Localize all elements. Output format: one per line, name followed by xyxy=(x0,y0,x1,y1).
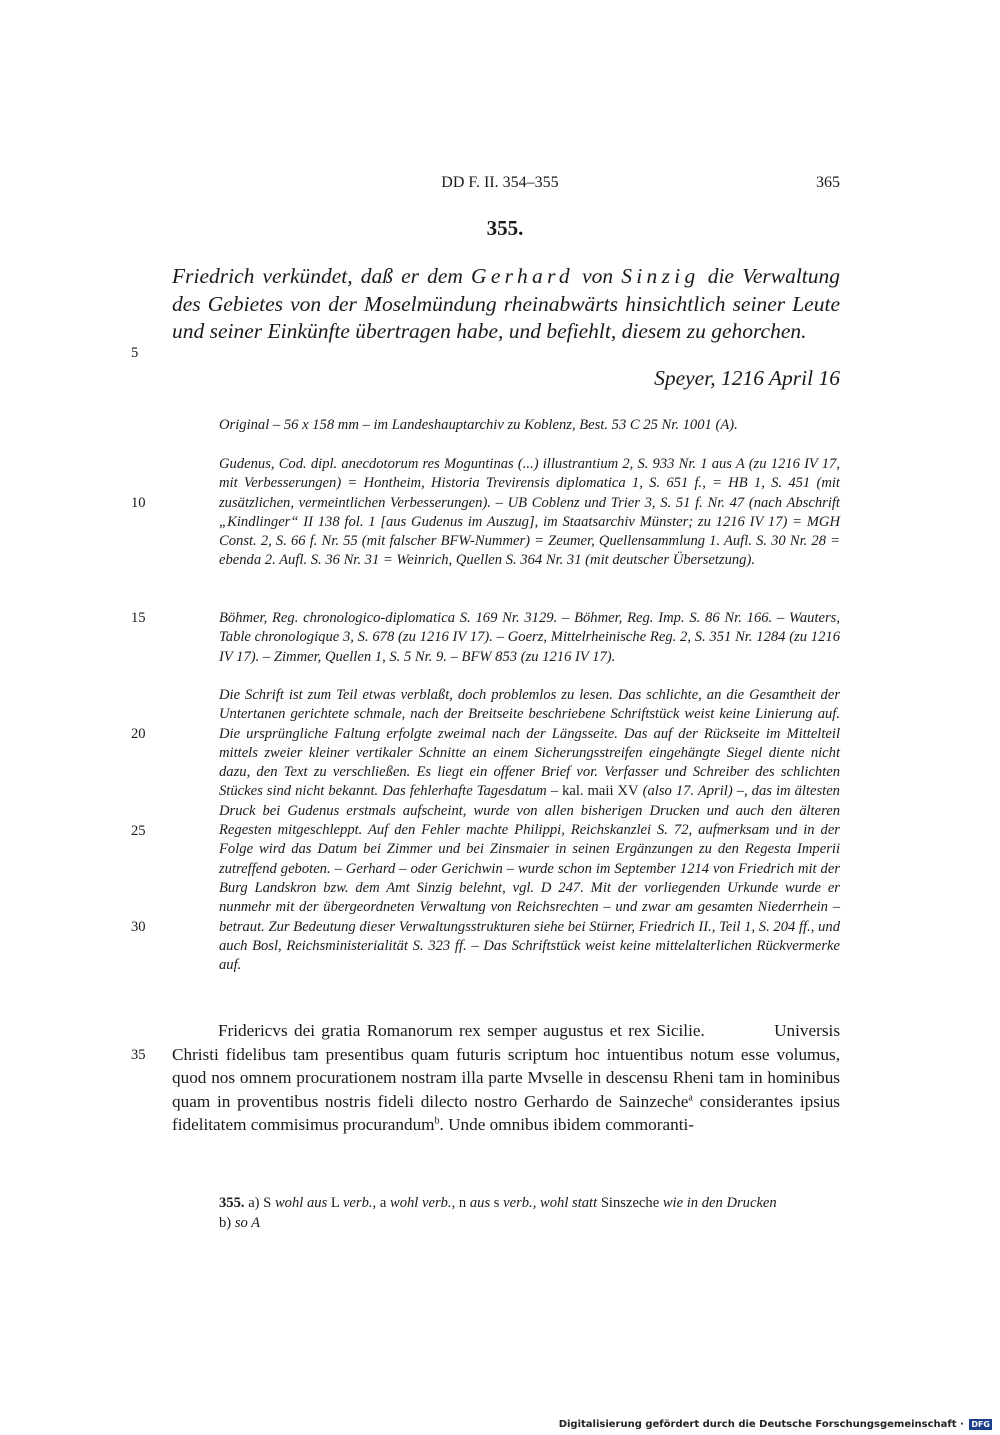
commentary: Die Schrift ist zum Teil etwas verblaßt, doch problemlos zu lesen. Das schlichte, an die Gesamtheit der Untertanen gerichtete schmale, nach der Breitseite beschriebene Schriftstück weist keine Linierung auf. Die ursprüngliche Faltung erfolgte zweimal nach der Längsseite. Das auf der Rückseite im Mittelteil mittels zweier kleiner vertikaler Schnitte an einem Sicherungsstreifen eingehängte Siegel diente nicht dazu, den Text zu verschließen. Es liegt ein offener Brief vor. Verfasser und Schreiber des schlichten Stückes sind nicht bekannt. Das fehlerhafte Tagesdatum – kal. maii XV (also 17. April) –, das im ältesten Druck bei Gudenus erstmals aufscheint, wurde von allen bisherigen Drucken und auch den älteren Regesten mitgeschleppt. Auf den Fehler machte Philippi, Reichskanzlei S. 72, aufmerksam und in der Folge wird das Datum bei Zimmer und bei Zinsmaier in seinen Ergänzungen zu den Regesta Imperii zutreffend geboten. – Gerhard – oder Gerichwin – wurde schon im September 1214 von Friedrich mit der Burg Landskron bzw. dem Amt Sinzig belehnt, vgl. D 247. Mit der vorliegenden Urkunde wurde er nunmehr mit der übergeordneten Verwaltung von Reichsrechten – und zwar am gesamten Niederrhein – betraut. Zur Bedeutung dieser Verwaltungsstrukturen siehe bei Stürner, Friedrich II., Teil 1, S. 204 ff., und auch Bosl, Reichsministerialität S. 323 ff. – Das Schriftstück weist keine mittelalterlichen Rückvermerke auf. xyxy=(219,687,840,974)
place-name: Sinzig xyxy=(621,264,700,288)
line-number: 35 xyxy=(131,1047,146,1063)
line-number: 20 xyxy=(131,726,146,742)
footnote-b: b) so A xyxy=(219,1215,261,1231)
editions-note: Gudenus, Cod. dipl. anecdotorum res Moguntinas (...) illustrantium 2, S. 933 Nr. 1 aus A (zu 1216 IV 17, mit Verbesserungen) = Hontheim, Historia Trevirensis diplomatica 1, S. 651 f., = HB 1, S. 451 (mit zusätzlichen, vermeintlichen Verbesserungen). – UB Coblenz und Trier 3, S. 51 f. Nr. 47 (nach Abschrift „Kindlinger“ II 138 fol. 1 [aus Gudenus im Auszug], im Staatsarchiv Münster; zu 1216 IV 17) = MGH Const. 2, S. 66 f. Nr. 55 (mit falscher BFW-Nummer) = Zeumer, Quellensammlung 1. Aufl. S. 30 Nr. 28 = ebenda 2. Aufl. S. 36 Nr. 31 = Weinrich, Quellen S. 364 Nr. 31 (mit deutscher Übersetzung). xyxy=(219,456,840,569)
regest-summary: Friedrich verkündet, daß er dem Gerhard von Sinzig die Verwaltung des Gebietes von der Moselmündung rheinabwärts hinsichtlich seiner Leute und seiner Einkünfte übertragen habe, und befiehlt, diesem zu gehorchen. xyxy=(172,264,841,343)
footnotes xyxy=(219,1193,840,1233)
line-number: 5 xyxy=(131,345,139,361)
line-number: 15 xyxy=(131,610,146,626)
page-number: 365 xyxy=(816,174,840,191)
footnote-marker-b: b xyxy=(434,1115,440,1127)
date-quote: kal. maii XV xyxy=(562,783,639,800)
regests-note: Böhmer, Reg. chronologico-diplomatica S. 169 Nr. 3129. – Böhmer, Reg. Imp. S. 86 Nr. 166. – Wauters, Table chronologique 3, S. 678 (zu 1216 IV 17). – Goerz, Mittelrheinische Reg. 2, S. 351 Nr. 1284 (zu 1216 IV 17). – Zimmer, Quellen 1, S. 5 Nr. 9. – BFW 853 (zu 1216 IV 17). xyxy=(219,610,840,665)
line-number: 25 xyxy=(131,823,146,839)
footnote-a: 355. a) S wohl aus L verb., a wohl verb., n aus s verb., wohl statt Sinszeche wie in den Drucken xyxy=(219,1195,777,1211)
dfg-logo: DFG xyxy=(971,1420,990,1429)
funding-note: Digitalisierung gefördert durch die Deutsche Forschungsgemeinschaft · DFG xyxy=(558,1419,990,1430)
place-date: Speyer, 1216 April 16 xyxy=(654,366,840,390)
original-note: Original – 56 x 158 mm – im Landeshauptarchiv zu Koblenz, Best. 53 C 25 Nr. 1001 (A). xyxy=(219,417,738,433)
main-text: Fridericvs dei gratia Romanorum rex semper augustus et rex Sicilie. Universis Christi fidelibus tam presentibus quam futuris scriptum hoc intuentibus notum esse volumus, quod nos omnem procurationem nostram illa parte Mvselle in descensu Rheni tam in hominibus quam in proventibus nostris fideli dilecto nostro Gerhardo de Sainzeche$^a$ considerantes ipsius fidelitatem commisimus procurandum$^b$. Unde omnibus ibidem commoranti- xyxy=(172,1021,841,1134)
person-name: Gerhard xyxy=(471,264,574,288)
running-header: DD F. II. 354–355 xyxy=(441,174,559,191)
line-number: 10 xyxy=(131,495,146,511)
line-number: 30 xyxy=(131,919,146,935)
document-number: 355. xyxy=(486,216,524,240)
footnote-marker-a: a xyxy=(688,1091,693,1103)
